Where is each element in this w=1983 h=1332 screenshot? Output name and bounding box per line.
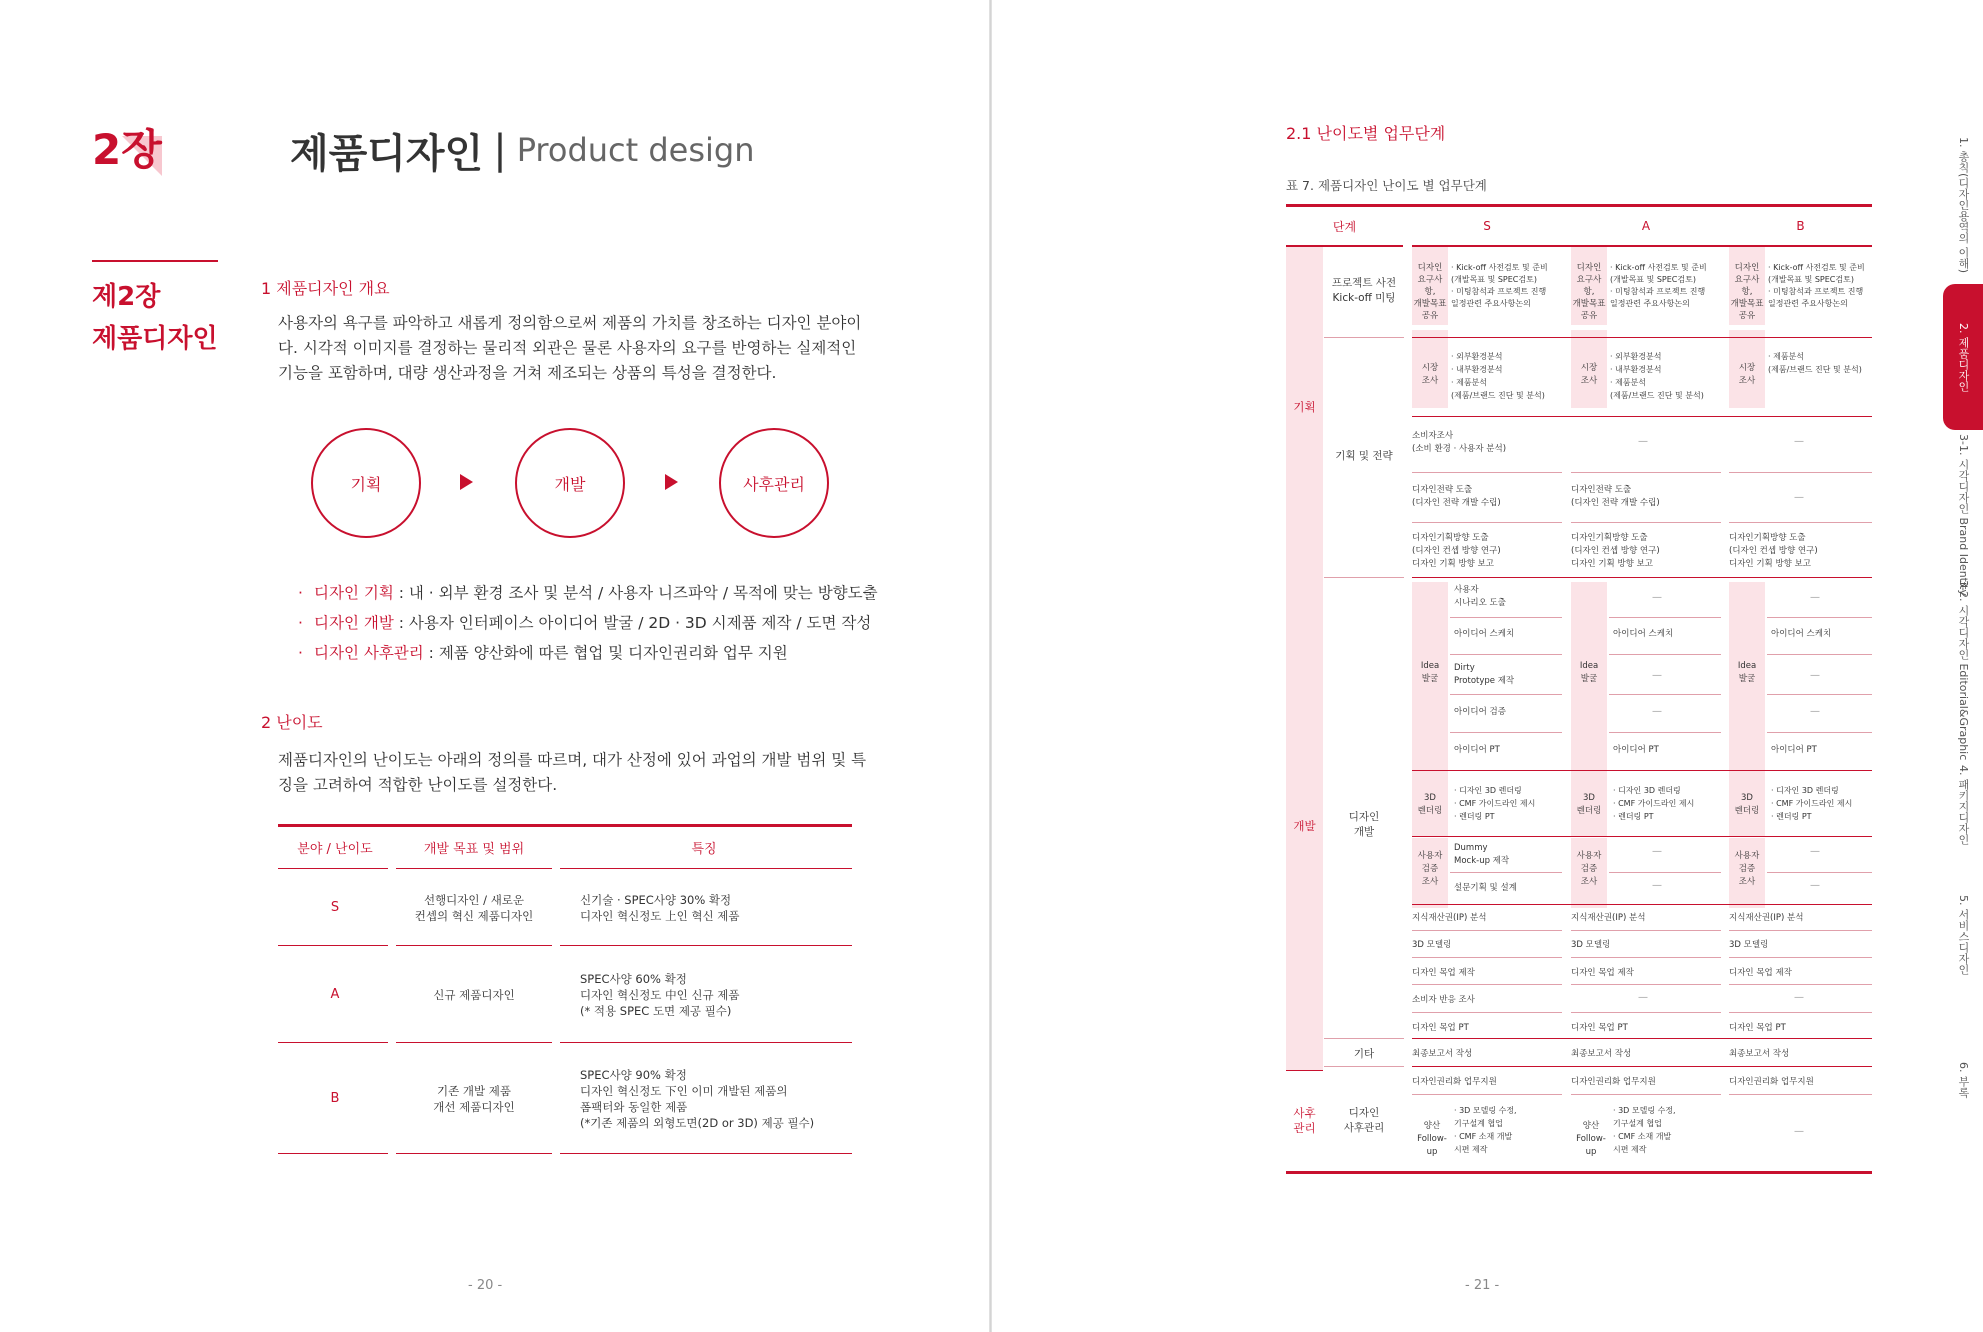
dash: — xyxy=(1638,992,1648,1003)
section-1-body: 사용자의 욕구를 파악하고 새롭게 정의함으로써 제품의 가치를 창조하는 디자인 분야이다. 시각적 이미지를 결정하는 물리적 외관은 물론 사용자의 요구를 반영하는 실제적인 기능을 포함하며, 대량 생산과정을 거쳐 제조되는 상품의 특성을 결정한다. xyxy=(278,314,862,382)
rule xyxy=(1450,732,1562,733)
rule xyxy=(1324,1038,1404,1039)
table-cell-scope: 신규 제품디자인 xyxy=(433,987,515,1002)
final-report-a: 최종보고서 작성 xyxy=(1571,1049,1632,1059)
strategy-s: 디자인전략 도출 (디자인 전략 개발 수립) xyxy=(1412,485,1501,508)
mass-text-s: · 3D 모델링 수정, 기구설계 협업 · CMF 소재 개발 시편 제작 xyxy=(1454,1106,1517,1154)
idea-label-a: Idea 발굴 xyxy=(1579,661,1599,684)
ip-support-s: 디자인권리화 업무지원 xyxy=(1412,1077,1497,1087)
left-page xyxy=(0,0,991,1332)
rule xyxy=(1571,522,1721,523)
rule xyxy=(1412,930,1562,931)
rule xyxy=(1767,694,1872,695)
tab-label: 1. 총칙(디자인용역의 이해) xyxy=(1957,136,1970,274)
kickoff-label-b: 디자인 요구사항, 개발목표 공유 xyxy=(1730,263,1764,321)
mockup-a: 디자인 목업 제작 xyxy=(1571,968,1634,978)
dash: — xyxy=(1810,670,1820,681)
idea-item-s: 아이디어 PT xyxy=(1454,745,1500,755)
table-cell-scope: 선행디자인 / 새로운 컨셉의 혁신 제품디자인 xyxy=(414,892,534,923)
market-text-a: · 외부환경분석 · 내부환경분석 · 제품분석 (제품/브랜드 진단 및 분석) xyxy=(1610,352,1704,400)
process-circle-dev xyxy=(515,428,625,538)
tab-2-active[interactable] xyxy=(1943,284,1983,430)
idea-item-s: 아이디어 검증 xyxy=(1454,707,1506,717)
chapter-separator: | xyxy=(493,127,507,173)
header-stage: 단계 xyxy=(1332,219,1357,234)
dash: — xyxy=(1652,880,1662,891)
chapter-tabs xyxy=(1943,0,1983,1332)
rule xyxy=(1767,872,1872,873)
rule xyxy=(1609,694,1721,695)
bullet-highlight: 디자인 기획 xyxy=(314,584,394,602)
ip-analysis-b: 지식재산권(IP) 분석 xyxy=(1729,913,1804,923)
render-text-b: · 디자인 3D 렌더링 · CMF 가이드라인 제시 · 렌더링 PT xyxy=(1771,786,1853,821)
rule xyxy=(1450,617,1562,618)
rule xyxy=(560,1153,852,1154)
rule xyxy=(1412,904,1872,905)
process-circle-label: 기획 xyxy=(350,474,382,494)
kickoff-text-s: · Kick-off 사전검토 및 준비 (개발목표 및 SPEC검토) · 미팅참석과 프로젝트 진행 일정관련 주요사항논의 xyxy=(1451,263,1548,308)
user-item-s: 설문기획 및 설계 xyxy=(1454,883,1517,893)
mockup-pt-b: 디자인 목업 PT xyxy=(1729,1023,1786,1033)
tab-label: 3-2. 시각디자인 Editorial&Graphic xyxy=(1957,579,1970,761)
render-text-a: · 디자인 3D 렌더링 · CMF 가이드라인 제시 · 렌더링 PT xyxy=(1613,786,1695,821)
sub-design-dev: 디자인 개발 xyxy=(1348,811,1380,838)
phase-column-bg xyxy=(1286,247,1323,1071)
rule xyxy=(1571,1094,1721,1095)
mass-text-a: · 3D 모델링 수정, 기구설계 협업 · CMF 소재 개발 시편 제작 xyxy=(1613,1106,1676,1154)
bullet-item xyxy=(298,608,878,638)
rule xyxy=(1412,577,1872,578)
dash: — xyxy=(1652,706,1662,717)
chapter-number-text: 2장 xyxy=(92,125,162,174)
render-label-b: 3D 렌더링 xyxy=(1734,793,1760,816)
sub-etc: 기타 xyxy=(1353,1048,1375,1060)
sub-strategy: 기획 및 전략 xyxy=(1335,450,1393,462)
header-b: B xyxy=(1796,219,1805,233)
design-stage-bullets xyxy=(298,578,878,668)
rule xyxy=(1412,337,1872,338)
rule xyxy=(1412,1094,1562,1095)
rule xyxy=(1767,732,1872,733)
ip-support-a: 디자인권리화 업무지원 xyxy=(1571,1077,1656,1087)
rule xyxy=(1571,1012,1721,1013)
sub-after: 디자인 사후관리 xyxy=(1343,1107,1385,1134)
table-bottom-rule xyxy=(1286,1171,1872,1174)
tab-label: 5. 서비스디자인 xyxy=(1957,895,1970,975)
mockup-pt-s: 디자인 목업 PT xyxy=(1412,1023,1469,1033)
consumer-reaction-s: 소비자 반응 조사 xyxy=(1412,995,1475,1005)
rule xyxy=(1571,957,1721,958)
bullet-text: : 내 · 외부 환경 조사 및 분석 / 사용자 니즈파악 / 목적에 맞는 방향도출 xyxy=(393,584,878,602)
table-row xyxy=(278,946,852,1043)
rule xyxy=(1450,654,1562,655)
rule xyxy=(1729,957,1872,958)
chapter-english-title: Product design xyxy=(516,131,755,169)
table-cell-feature: SPEC사양 90% 확정 디자인 혁신정도 下인 이미 개발된 제품의 폼팩터와 동일한 제품 (*기존 제품의 외형도면(2D or 3D) 제공 필수) xyxy=(580,1067,815,1130)
dash: — xyxy=(1652,846,1662,857)
phase-after: 사후 관리 xyxy=(1293,1106,1316,1135)
modeling-a: 3D 모델링 xyxy=(1571,940,1611,950)
table-header xyxy=(278,824,852,867)
dash: — xyxy=(1638,436,1648,447)
side-title-line-2: 제품디자인 xyxy=(92,324,218,354)
side-title-line-1: 제2장 xyxy=(92,282,161,312)
work-stage-table xyxy=(1286,204,1872,1174)
dash: — xyxy=(1794,1126,1804,1137)
bullet-text: : 사용자 인터페이스 아이디어 발굴 / 2D · 3D 시제품 제작 / 도면 작성 xyxy=(393,614,872,632)
rule xyxy=(1412,1012,1562,1013)
table-cell-feature: SPEC사양 60% 확정 디자인 혁신정도 中인 신규 제품 (* 적용 SPEC 도면 제공 필수) xyxy=(580,971,740,1018)
mass-label-a: 양산 Follow-up xyxy=(1576,1121,1606,1157)
rule xyxy=(1412,522,1562,523)
rule xyxy=(1767,654,1872,655)
arrow-right-icon xyxy=(665,474,678,490)
idea-item-s: 사용자 시나리오 도출 xyxy=(1454,585,1506,608)
phase-plan: 기획 xyxy=(1293,400,1316,414)
dash: — xyxy=(1810,880,1820,891)
tab-label: 2. 제품디자인 xyxy=(1957,322,1970,392)
rule xyxy=(1609,872,1721,873)
table-header-cell: 개발 목표 및 범위 xyxy=(423,841,525,857)
tab-label: 3-1. 시각디자인 Brand Identity xyxy=(1957,434,1970,596)
process-circle-label: 개발 xyxy=(554,474,586,494)
section-2-body: 제품디자인의 난이도는 아래의 정의를 따르며, 대가 산정에 있어 과업의 개발 범위 및 특징을 고려하여 적합한 난이도를 설정한다. xyxy=(278,751,867,794)
tab-4[interactable] xyxy=(1943,750,1983,860)
table-cell-level: S xyxy=(330,899,340,915)
idea-sketch-b: 아이디어 스케치 xyxy=(1771,629,1832,639)
user-label-s: 사용자 검증 조사 xyxy=(1417,851,1443,887)
rule xyxy=(1729,984,1872,985)
tab-5[interactable] xyxy=(1943,880,1983,990)
mockup-s: 디자인 목업 제작 xyxy=(1412,968,1475,978)
rule xyxy=(1412,1038,1872,1039)
render-label-s: 3D 렌더링 xyxy=(1417,793,1443,816)
tab-1[interactable] xyxy=(1943,130,1983,280)
user-item-s: Dummy Mock-up 제작 xyxy=(1454,843,1510,866)
bullet-item xyxy=(298,578,878,608)
rule xyxy=(1412,770,1872,771)
dash: — xyxy=(1794,992,1804,1003)
tab-6[interactable] xyxy=(1943,1040,1983,1120)
market-label-a: 시장 조사 xyxy=(1580,363,1598,386)
strategy-a: 디자인전략 도출 (디자인 전략 개발 수립) xyxy=(1571,485,1660,508)
rule xyxy=(1571,930,1721,931)
rule xyxy=(1729,522,1872,523)
rule xyxy=(1571,472,1721,473)
bullet-text: : 제품 양산화에 따른 협업 및 디자인권리화 업무 지원 xyxy=(423,644,788,662)
idea-label-s: Idea 발굴 xyxy=(1420,661,1440,684)
rule xyxy=(278,1153,388,1154)
rule xyxy=(1450,694,1562,695)
idea-item-s: 아이디어 스케치 xyxy=(1454,629,1515,639)
bullet-highlight: 디자인 사후관리 xyxy=(314,644,424,662)
table-header-cell: 특징 xyxy=(691,841,717,857)
rule xyxy=(1412,416,1872,417)
table-caption: 표 7. 제품디자인 난이도 별 업무단계 xyxy=(1286,178,1487,193)
mockup-pt-a: 디자인 목업 PT xyxy=(1571,1023,1628,1033)
dash: — xyxy=(1810,846,1820,857)
direction-b: 디자인기획방향 도출 (디자인 컨셉 방향 연구) 디자인 기획 방향 보고 xyxy=(1729,533,1818,569)
chapter-number xyxy=(92,118,198,182)
final-report-b: 최종보고서 작성 xyxy=(1729,1049,1790,1059)
bullet-item xyxy=(298,638,878,668)
rule xyxy=(1729,930,1872,931)
book-spine xyxy=(989,0,992,1332)
rule xyxy=(1412,1066,1872,1067)
chapter-heading xyxy=(92,118,755,182)
rule xyxy=(1571,984,1721,985)
dash: — xyxy=(1794,492,1804,503)
side-title xyxy=(92,276,218,360)
tab-3-2[interactable] xyxy=(1943,579,1983,761)
rule xyxy=(1324,1066,1404,1067)
kickoff-label-s: 디자인 요구사항, 개발목표 공유 xyxy=(1413,263,1447,321)
process-circle-label: 사후관리 xyxy=(743,474,805,494)
arrow-right-icon xyxy=(460,474,473,490)
tab-label: 4. 패키지디자인 xyxy=(1957,765,1970,845)
dash: — xyxy=(1652,670,1662,681)
mass-label-s: 양산 Follow-up xyxy=(1417,1121,1447,1157)
rule xyxy=(1412,957,1562,958)
modeling-b: 3D 모델링 xyxy=(1729,940,1769,950)
idea-sketch-a: 아이디어 스케치 xyxy=(1613,629,1674,639)
market-label-s: 시장 조사 xyxy=(1421,363,1439,386)
bullet-highlight: 디자인 개발 xyxy=(314,614,394,632)
chapter-title: 제품디자인 xyxy=(290,130,484,177)
user-label-a: 사용자 검증 조사 xyxy=(1576,851,1602,887)
section-1-title: 1 제품디자인 개요 xyxy=(261,279,390,298)
direction-s: 디자인기획방향 도출 (디자인 컨셉 방향 연구) 디자인 기획 방향 보고 xyxy=(1412,533,1501,569)
side-title-rule xyxy=(92,260,218,262)
table-row xyxy=(278,1043,852,1154)
user-label-b: 사용자 검증 조사 xyxy=(1734,851,1760,887)
mockup-b: 디자인 목업 제작 xyxy=(1729,968,1792,978)
table-header-cell: 분야 / 난이도 xyxy=(297,841,373,857)
consumer-s: 소비자조사 (소비 환경 · 사용자 분석) xyxy=(1412,431,1507,454)
process-circle-after xyxy=(719,428,829,538)
tab-label: 6. 부록 xyxy=(1957,1062,1970,1098)
market-label-b: 시장 조사 xyxy=(1738,363,1756,386)
kickoff-label-a: 디자인 요구사항, 개발목표 공유 xyxy=(1572,263,1606,321)
rule xyxy=(1450,872,1562,873)
rule xyxy=(1729,1094,1872,1095)
rule xyxy=(1324,337,1404,338)
ip-analysis-a: 지식재산권(IP) 분석 xyxy=(1571,913,1646,923)
table-cell-level: B xyxy=(330,1090,340,1106)
ip-analysis-s: 지식재산권(IP) 분석 xyxy=(1412,913,1487,923)
tab-3-1[interactable] xyxy=(1943,434,1983,596)
kickoff-text-b: · Kick-off 사전검토 및 준비 (개발목표 및 SPEC검토) · 미팅참석과 프로젝트 진행 일정관련 주요사항논의 xyxy=(1768,263,1865,308)
render-text-s: · 디자인 3D 렌더링 · CMF 가이드라인 제시 · 렌더링 PT xyxy=(1454,786,1536,821)
dash: — xyxy=(1652,592,1662,603)
right-section-title: 2.1 난이도별 업무단계 xyxy=(1286,124,1446,143)
header-s: S xyxy=(1483,219,1491,233)
process-circle-plan xyxy=(311,428,421,538)
page-number: - 21 - xyxy=(1465,1278,1500,1293)
rule xyxy=(1609,617,1721,618)
rule xyxy=(1412,472,1562,473)
rule xyxy=(1609,654,1721,655)
rule xyxy=(1324,577,1404,578)
direction-a: 디자인기획방향 도출 (디자인 컨셉 방향 연구) 디자인 기획 방향 보고 xyxy=(1571,533,1660,569)
rule xyxy=(1729,472,1872,473)
kickoff-text-a: · Kick-off 사전검토 및 준비 (개발목표 및 SPEC검토) · 미팅참석과 프로젝트 진행 일정관련 주요사항논의 xyxy=(1610,263,1707,308)
phase-dev: 개발 xyxy=(1293,819,1316,833)
dash: — xyxy=(1810,592,1820,603)
dash: — xyxy=(1810,706,1820,717)
final-report-s: 최종보고서 작성 xyxy=(1412,1049,1473,1059)
rule xyxy=(1412,245,1872,247)
table-cell-level: A xyxy=(330,986,340,1002)
rule xyxy=(1412,836,1872,837)
rule xyxy=(1609,732,1721,733)
render-label-a: 3D 렌더링 xyxy=(1576,793,1602,816)
dash: — xyxy=(1794,436,1804,447)
rule xyxy=(1286,1070,1323,1071)
section-2-title: 2 난이도 xyxy=(261,713,323,732)
page-number: - 20 - xyxy=(468,1278,503,1293)
rule xyxy=(1729,1012,1872,1013)
header-a: A xyxy=(1641,219,1651,233)
rule xyxy=(1286,245,1403,247)
rule xyxy=(1767,617,1872,618)
table-cell-scope: 기존 개발 제품 개선 제품디자인 xyxy=(433,1083,515,1114)
difficulty-table xyxy=(278,824,852,1154)
idea-item-s: Dirty Prototype 제작 xyxy=(1454,663,1515,686)
rule xyxy=(1412,984,1562,985)
sub-kickoff: 프로젝트 사전 Kick-off 미팅 xyxy=(1331,277,1397,304)
ip-support-b: 디자인권리화 업무지원 xyxy=(1729,1077,1814,1087)
rule xyxy=(396,1153,552,1154)
idea-pt-b: 아이디어 PT xyxy=(1771,745,1817,755)
idea-label-b: Idea 발굴 xyxy=(1737,661,1757,684)
table-row xyxy=(278,869,852,946)
modeling-s: 3D 모델링 xyxy=(1412,940,1452,950)
market-text-b: · 제품분석 (제품/브랜드 진단 및 분석) xyxy=(1768,352,1862,374)
market-text-s: · 외부환경분석 · 내부환경분석 · 제품분석 (제품/브랜드 진단 및 분석) xyxy=(1451,352,1545,400)
idea-pt-a: 아이디어 PT xyxy=(1613,745,1659,755)
table-cell-feature: 신기술 · SPEC사양 30% 확정 디자인 혁신정도 上인 혁신 제품 xyxy=(580,892,740,923)
